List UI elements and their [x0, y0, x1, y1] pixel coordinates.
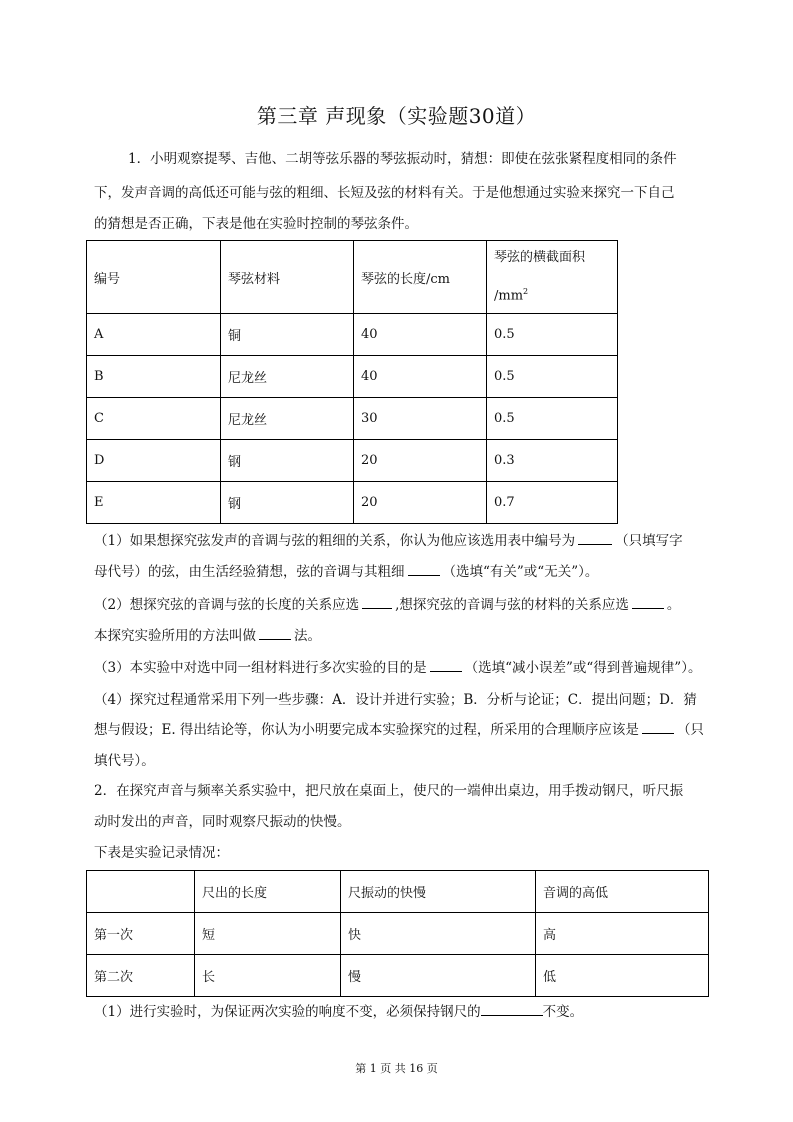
table-cell: 30: [354, 398, 487, 440]
q1-sub4-line3: 填代号）。: [94, 753, 155, 769]
header-area-unit: $/mm^2$: [494, 287, 529, 304]
answer-blank[interactable]: [642, 719, 674, 734]
header-cell: 音调的高低: [536, 871, 709, 913]
table-cell: E: [87, 482, 221, 524]
string-conditions-table: [86, 240, 618, 524]
q1-sub2-line2: 本探究实验所用的方法叫做 法。: [94, 621, 321, 652]
q1-line3: 的猜想是否正确，下表是他在实验时控制的琴弦条件。: [94, 216, 418, 232]
table-cell: 钢: [221, 440, 354, 482]
answer-blank[interactable]: [362, 594, 392, 609]
table-cell: 40: [354, 314, 487, 356]
table-cell: 20: [354, 440, 487, 482]
table-cell: 钢: [221, 482, 354, 524]
ruler-vibration-table: [86, 870, 709, 997]
header-cell: 尺出的长度: [195, 871, 341, 913]
table-cell: 短: [195, 913, 341, 955]
answer-blank[interactable]: [408, 561, 440, 576]
q1-sub4-line2: 想与假设；E. 得出结论等，你认为小明要完成本实验探究的过程，所采用的合理顺序应该是 （只: [94, 715, 704, 746]
table-row: [87, 440, 618, 482]
table-row: [87, 398, 618, 440]
table-cell: 第一次: [87, 913, 195, 955]
table-row: [87, 314, 618, 356]
table-row: [87, 482, 618, 524]
table-header-row: [87, 871, 709, 913]
table-cell: 0.5: [487, 398, 618, 440]
answer-blank[interactable]: [259, 625, 291, 640]
answer-blank[interactable]: [430, 657, 462, 672]
table-cell: B: [87, 356, 221, 398]
table-cell: C: [87, 398, 221, 440]
table-cell: 尼龙丝: [221, 356, 354, 398]
answer-blank[interactable]: [578, 530, 612, 545]
table-cell: 40: [354, 356, 487, 398]
table-row: [87, 913, 709, 955]
header-cell-area: [487, 241, 618, 314]
header-cell: 编号: [87, 241, 221, 314]
header-cell: 琴弦的长度/cm: [354, 241, 487, 314]
header-cell: [87, 871, 195, 913]
table-cell: 长: [195, 955, 341, 997]
table-cell: 慢: [341, 955, 536, 997]
answer-blank[interactable]: [632, 594, 664, 609]
table-cell: 0.3: [487, 440, 618, 482]
table-cell: D: [87, 440, 221, 482]
table-cell: 20: [354, 482, 487, 524]
q2-line1: 2．在探究声音与频率关系实验中，把尺放在桌面上，使尺的一端伸出桌边，用手拨动钢尺，听尺振: [94, 783, 684, 799]
table-cell: 0.5: [487, 356, 618, 398]
table-cell: 0.7: [487, 482, 618, 524]
q1-line2: 下，发声音调的高低还可能与弦的粗细、长短及弦的材料有关。于是他想通过实验来探究一下自己: [94, 185, 675, 201]
table-cell: 0.5: [487, 314, 618, 356]
table-cell: 第二次: [87, 955, 195, 997]
page-footer: 第 1 页 共 16 页: [355, 1062, 438, 1075]
q2-line2: 动时发出的声音，同时观察尺振动的快慢。: [94, 814, 351, 830]
header-cell: 尺振动的快慢: [341, 871, 536, 913]
q2-line3: 下表是实验记录情况：: [94, 845, 229, 861]
table-header-row: [87, 241, 618, 314]
q1-line1: 1．小明观察提琴、吉他、二胡等弦乐器的琴弦振动时，猜想：即使在弦张紧程度相同的条件: [128, 151, 677, 167]
table-row: [87, 955, 709, 997]
answer-blank[interactable]: [481, 1001, 543, 1016]
q1-sub1-line1: （1）如果想探究弦发声的音调与弦的粗细的关系，你认为他应该选用表中编号为 （只填写字: [94, 526, 683, 557]
q1-sub4-line1: （4）探究过程通常采用下列一些步骤：A．设计并进行实验；B．分析与论证；C．提出问题；D．猜: [94, 692, 697, 708]
table-cell: 高: [536, 913, 709, 955]
table-cell: 快: [341, 913, 536, 955]
table-cell: 铜: [221, 314, 354, 356]
header-cell: 琴弦材料: [221, 241, 354, 314]
q1-sub3: （3）本实验中对选中同一组材料进行多次实验的目的是 （选填“减小误差”或“得到普遍规律”）。: [94, 653, 701, 684]
q1-sub2-line1: （2）想探究弦的音调与弦的长度的关系应选 ,想探究弦的音调与弦的材料的关系应选 。: [94, 590, 680, 621]
q1-sub1-line2: 母代号）的弦，由生活经验猜想，弦的音调与其粗细 （选填“有关”或“无关”）。: [94, 557, 598, 588]
table-row: [87, 356, 618, 398]
q2-sub1: （1）进行实验时，为保证两次实验的响度不变，必须保持钢尺的 不变。: [94, 997, 583, 1028]
table-cell: A: [87, 314, 221, 356]
table-cell: 低: [536, 955, 709, 997]
table-cell: 尼龙丝: [221, 398, 354, 440]
page-title: 第三章 声现象（实验题30道）: [256, 104, 537, 128]
header-area-label: 琴弦的横截面积: [494, 250, 586, 265]
